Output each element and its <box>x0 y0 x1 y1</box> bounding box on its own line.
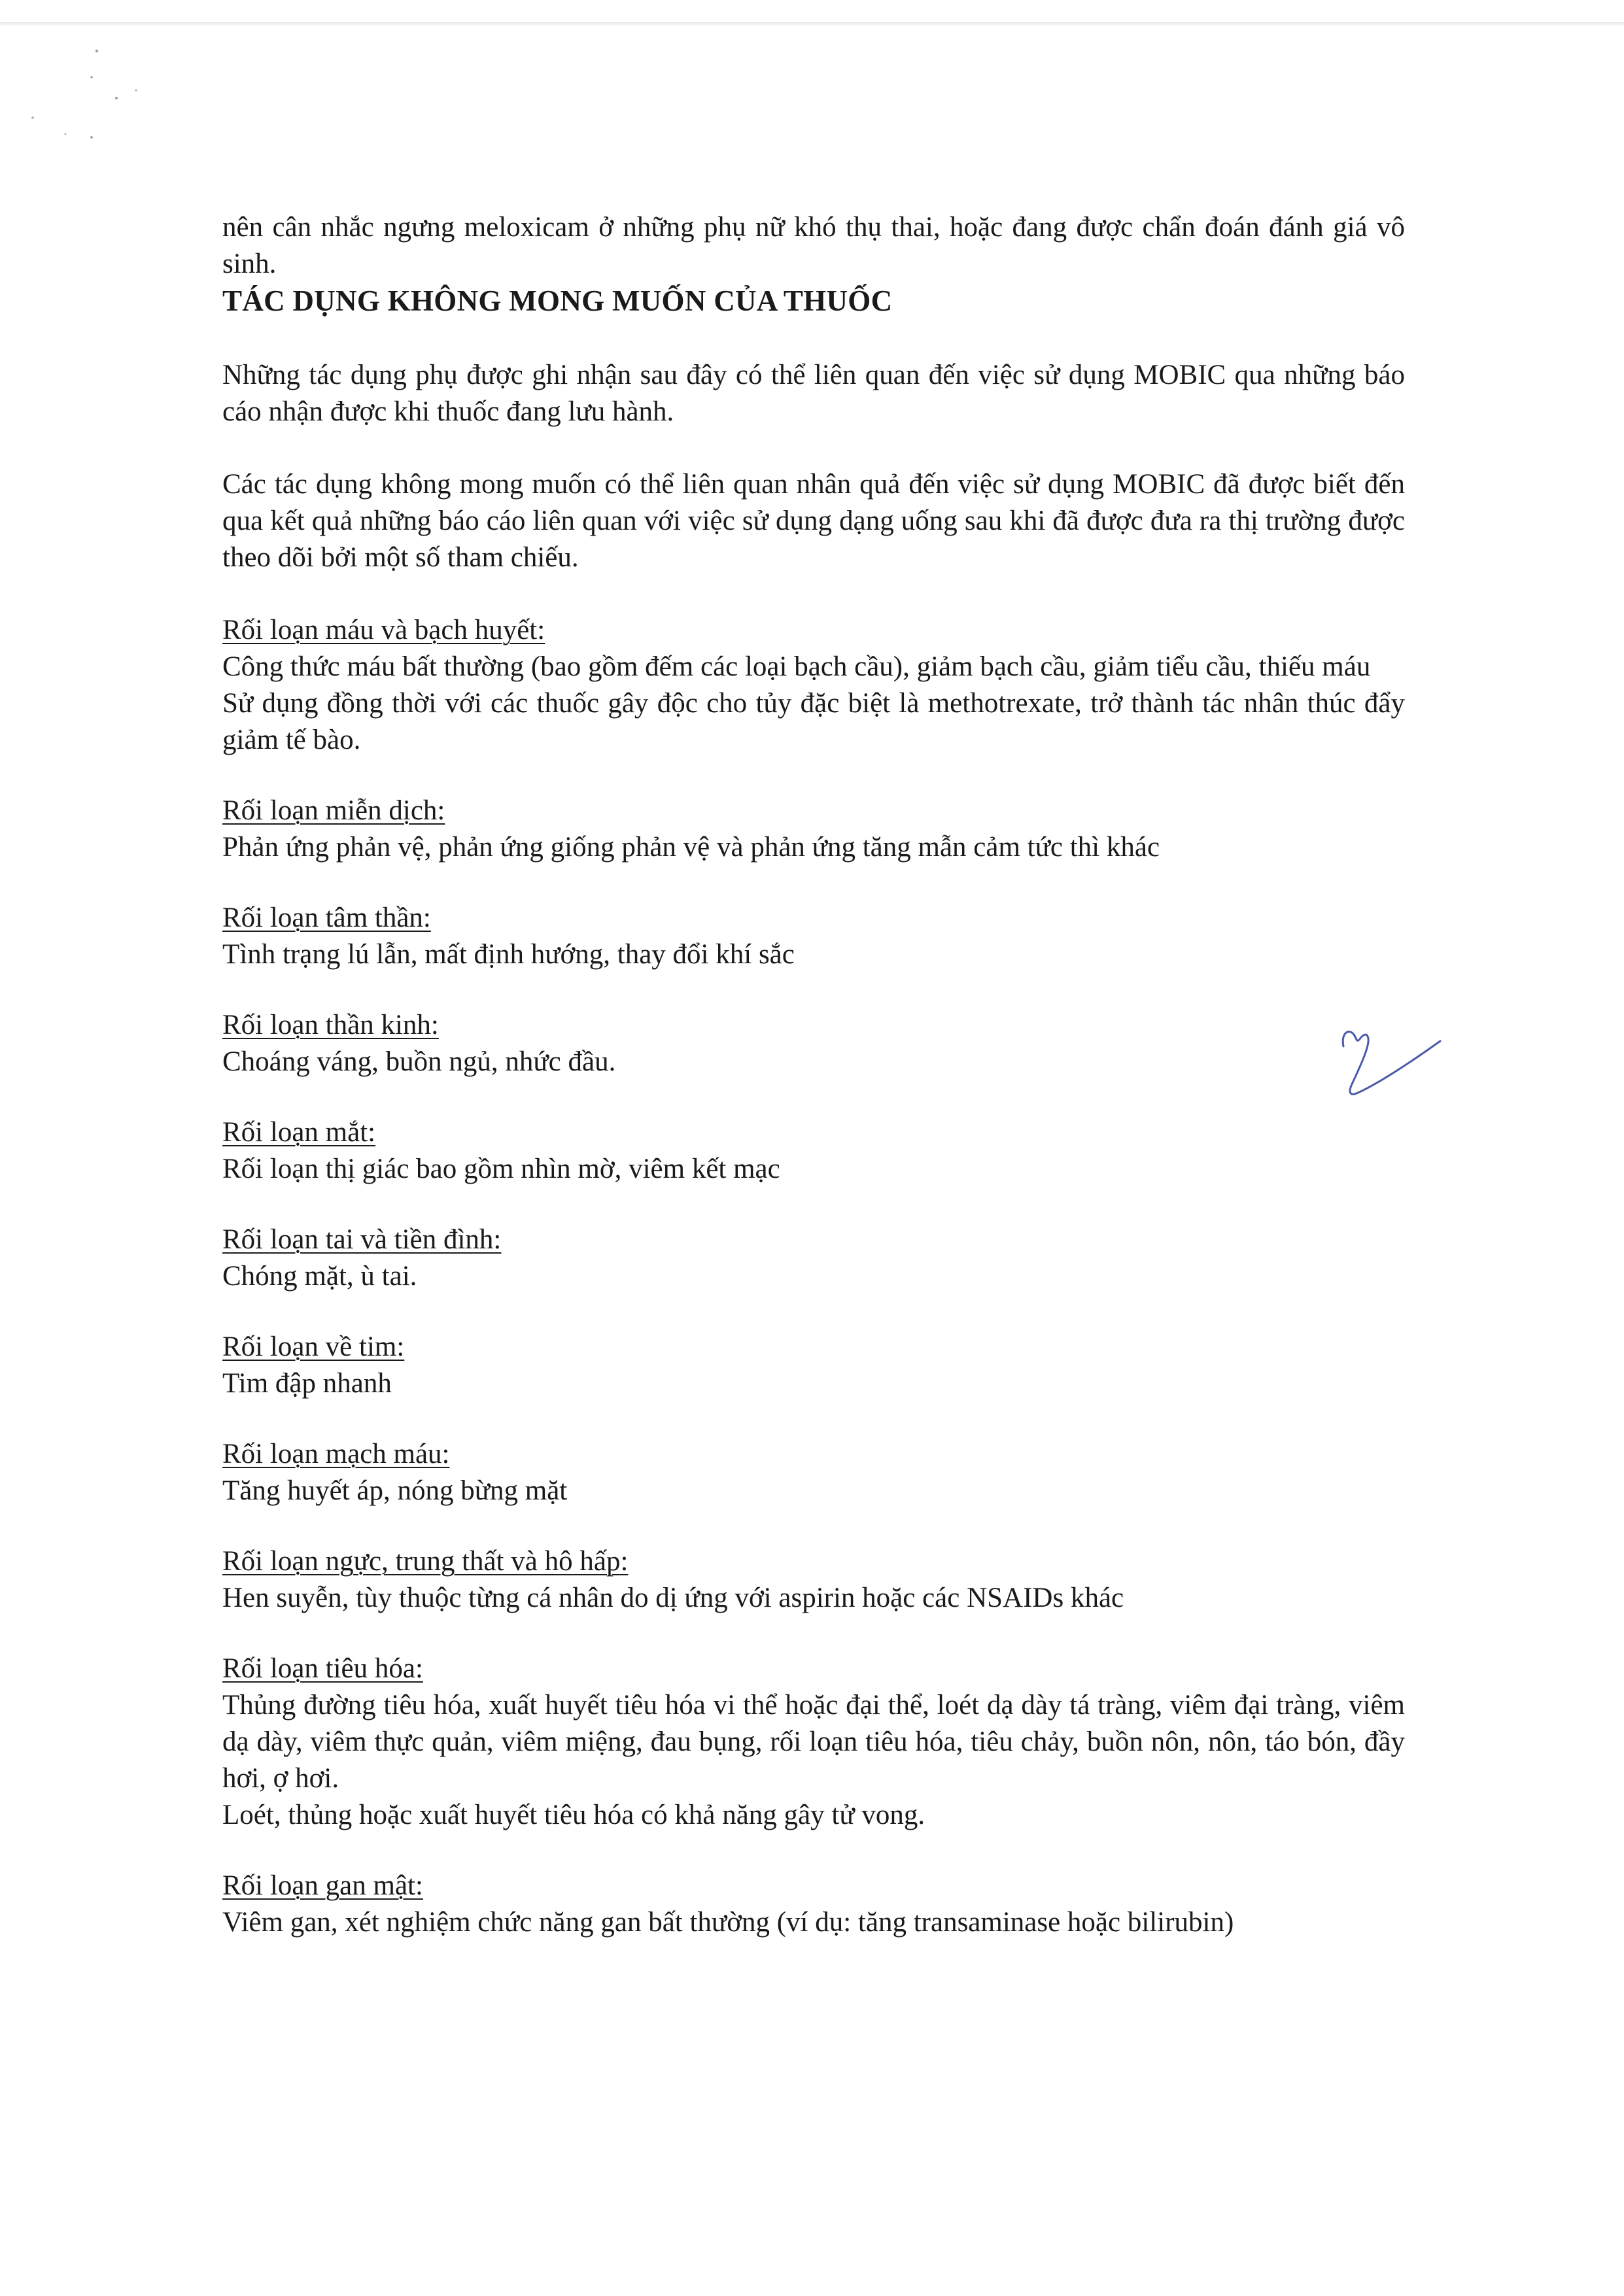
document-body <box>222 209 1405 1941</box>
intro-paragraph: nên cân nhắc ngưng meloxicam ở những phụ nữ khó thụ thai, hoặc đang được chẩn đoán đánh giá vô sinh. <box>222 212 1405 279</box>
effect-group-line: Công thức máu bất thường (bao gồm đếm các loại bạch cầu), giảm bạch cầu, giảm tiểu cầu, thiếu máu <box>222 651 1371 682</box>
effect-group-line: Thủng đường tiêu hóa, xuất huyết tiêu hóa vi thể hoặc đại thể, loét dạ dày tá tràng, viêm đại tràng, viêm dạ dày, viêm thực quản, viêm miệng, đau bụng, rối loạn tiêu hóa, tiêu chảy, buồn nôn, nôn, táo bón, đầy hơi, ợ hơi. <box>222 1690 1405 1794</box>
effect-group-heading: Rối loạn mắt: <box>222 1117 376 1148</box>
effect-group-heading: Rối loạn miễn dịch: <box>222 795 445 826</box>
effect-group <box>222 1436 1405 1509</box>
effect-group-heading: Rối loạn gan mật: <box>222 1870 423 1901</box>
effect-group <box>222 793 1405 866</box>
effect-group-heading: Rối loạn thần kinh: <box>222 1010 439 1040</box>
effect-group-heading: Rối loạn về tim: <box>222 1331 405 1362</box>
effect-group-line: Phản ứng phản vệ, phản ứng giống phản vệ và phản ứng tăng mẫn cảm tức thì khác <box>222 832 1160 863</box>
effect-group-line: Tình trạng lú lẫn, mất định hướng, thay đổi khí sắc <box>222 939 795 970</box>
adverse-effects-list <box>222 612 1405 1941</box>
effect-group-line: Loét, thủng hoặc xuất huyết tiêu hóa có khả năng gây tử vong. <box>222 1800 925 1830</box>
effect-group-line: Rối loạn thị giác bao gồm nhìn mờ, viêm kết mạc <box>222 1154 780 1184</box>
section-title: TÁC DỤNG KHÔNG MONG MUỐN CỦA THUỐC <box>222 284 893 317</box>
effect-group <box>222 1222 1405 1295</box>
section-paragraph-2: Các tác dụng không mong muốn có thể liên quan nhân quả đến việc sử dụng MOBIC đã được biết đến qua kết quả những báo cáo liên quan với việc sử dụng dạng uống sau khi đã được đưa ra thị trường được theo dõi bởi một số tham chiếu. <box>222 469 1405 573</box>
effect-group-heading: Rối loạn ngực, trung thất và hô hấp: <box>222 1546 629 1577</box>
effect-group <box>222 1114 1405 1188</box>
effect-group-heading: Rối loạn tâm thần: <box>222 902 431 933</box>
effect-group <box>222 1543 1405 1617</box>
scan-top-edge <box>0 22 1624 26</box>
effect-group-line: Viêm gan, xét nghiệm chức năng gan bất thường (ví dụ: tăng transaminase hoặc bilirubin) <box>222 1907 1234 1938</box>
effect-group <box>222 1868 1405 1941</box>
effect-group <box>222 612 1405 759</box>
effect-group-heading: Rối loạn tiêu hóa: <box>222 1653 423 1684</box>
effect-group-line: Tim đập nhanh <box>222 1368 392 1399</box>
effect-group-heading: Rối loạn máu và bạch huyết: <box>222 615 545 645</box>
effect-group <box>222 1007 1405 1080</box>
scan-specks <box>0 0 170 157</box>
effect-group <box>222 1329 1405 1402</box>
effect-group-line: Chóng mặt, ù tai. <box>222 1261 417 1292</box>
effect-group <box>222 1651 1405 1834</box>
handwritten-initials <box>1334 1020 1445 1112</box>
section-paragraph-1: Những tác dụng phụ được ghi nhận sau đây có thể liên quan đến việc sử dụng MOBIC qua những báo cáo nhận được khi thuốc đang lưu hành. <box>222 360 1405 427</box>
effect-group-heading: Rối loạn tai và tiền đình: <box>222 1224 502 1255</box>
effect-group-line: Choáng váng, buồn ngủ, nhức đầu. <box>222 1046 616 1077</box>
effect-group-heading: Rối loạn mạch máu: <box>222 1439 450 1469</box>
effect-group-line: Tăng huyết áp, nóng bừng mặt <box>222 1475 568 1506</box>
effect-group-line: Hen suyễn, tùy thuộc từng cá nhân do dị ứng với aspirin hoặc các NSAIDs khác <box>222 1583 1124 1613</box>
effect-group-line: Sử dụng đồng thời với các thuốc gây độc cho tủy đặc biệt là methotrexate, trở thành tác nhân thúc đẩy giảm tế bào. <box>222 688 1405 755</box>
effect-group <box>222 900 1405 973</box>
